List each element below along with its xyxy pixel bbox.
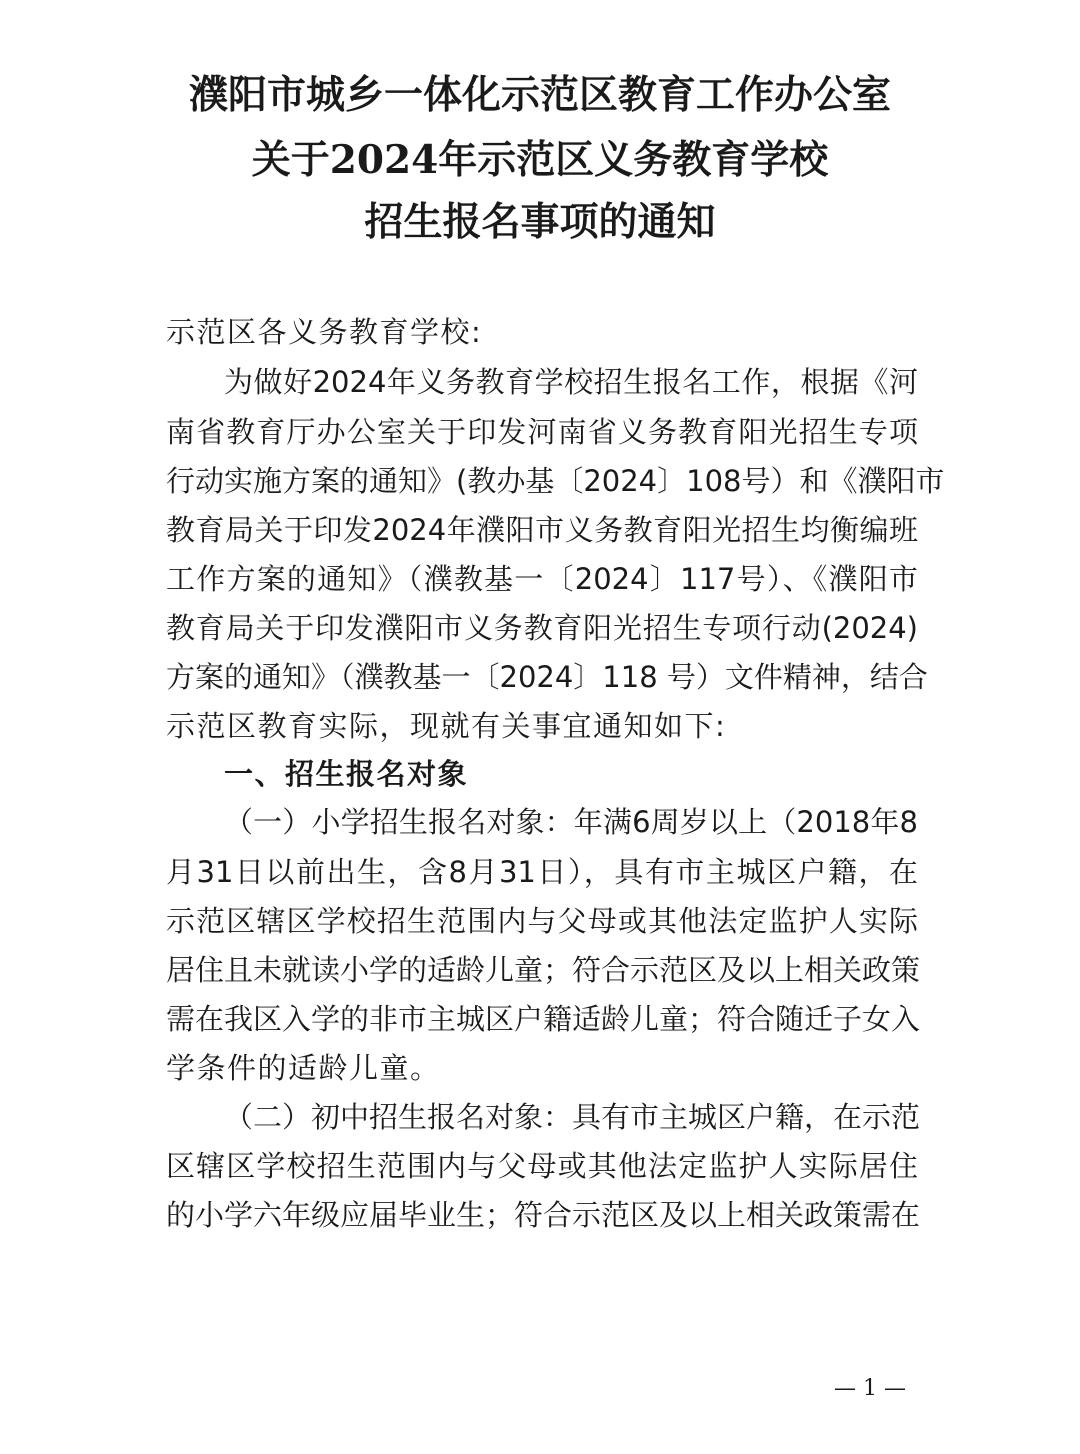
subsection-1-line: 示范区辖区学校招生范围内与父母或其他法定监护人实际 (166, 904, 918, 938)
salutation: 示范区各义务教育学校: (166, 315, 483, 349)
title-line-2: 关于2024年示范区义务教育学校 (251, 137, 829, 183)
subsection-2-line: 区辖区学校招生范围内与父母或其他法定监护人实际居住 (166, 1149, 918, 1183)
page-number: — 1 — (834, 1376, 906, 1401)
intro-line: 南省教育厅办公室关于印发河南省义务教育阳光招生专项 (166, 415, 918, 449)
intro-line: 工作方案的通知》（濮教基一〔2024〕117号）、《濮阳市 (166, 562, 918, 596)
intro-line: 行动实施方案的通知》(教办基〔2024〕108号）和《濮阳市 (166, 464, 945, 498)
subsection-1-line: 需在我区入学的非市主城区户籍适龄儿童；符合随迁子女入 (166, 1002, 921, 1036)
title-line-1: 濮阳市城乡一体化示范区教育工作办公室 (188, 72, 891, 118)
intro-line: 教育局关于印发濮阳市义务教育阳光招生专项行动(2024) (166, 611, 918, 645)
intro-line: 方案的通知》（濮教基一〔2024〕118 号）文件精神，结合 (166, 660, 928, 694)
subsection-1-line: 月31日以前出生，含8月31日），具有市主城区户籍，在 (166, 855, 918, 889)
title-line-3: 招生报名事项的通知 (364, 199, 716, 245)
subsection-2-line: 的小学六年级应届毕业生；符合示范区及以上相关政策需在 (166, 1198, 921, 1232)
subsection-1-line: 学条件的适龄儿童。 (166, 1051, 441, 1085)
section-heading: 一、招生报名对象 (224, 757, 469, 791)
intro-line: 为做好2024年义务教育学校招生报名工作，根据《河 (224, 365, 918, 399)
subsection-1-line: （一）小学招生报名对象：年满6周岁以上（2018年8 (224, 805, 918, 839)
subsection-1-line: 居住且未就读小学的适龄儿童；符合示范区及以上相关政策 (166, 953, 921, 987)
subsection-2-line: （二）初中招生报名对象：具有市主城区户籍，在示范 (224, 1100, 921, 1134)
intro-line: 教育局关于印发2024年濮阳市义务教育阳光招生均衡编班 (166, 513, 918, 547)
intro-line: 示范区教育实际，现就有关事宜通知如下: (166, 709, 727, 743)
